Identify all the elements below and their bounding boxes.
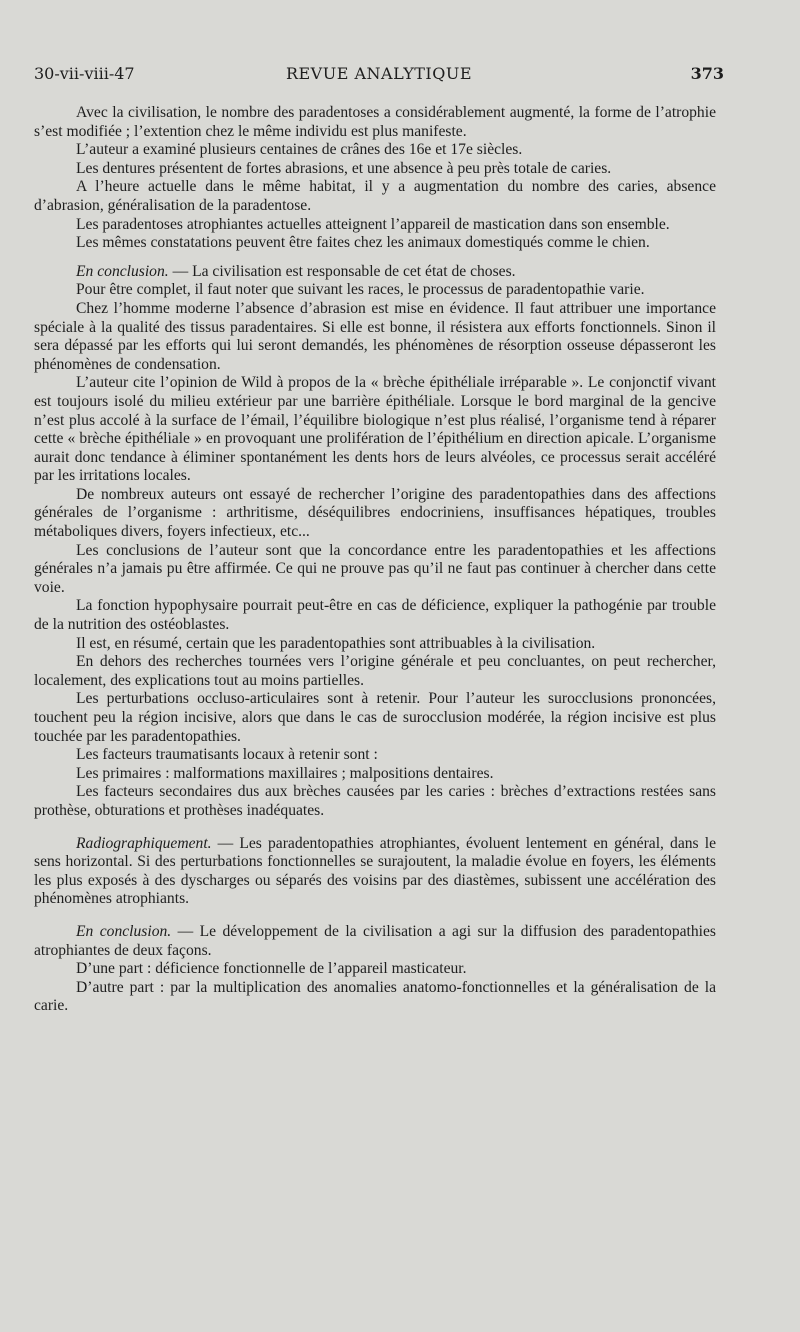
running-header — [34, 64, 724, 88]
section-lead: En conclusion. — [76, 922, 172, 940]
paragraph-final-conclusion: En conclusion. — Le développement de la civilisation a agi sur la diffusion des paradentopathies atrophiantes de deux façons. — [34, 922, 716, 959]
paragraph: L’auteur a examiné plusieurs centaines de crânes des 16e et 17e siècles. — [76, 141, 523, 159]
paragraph: Les facteurs secondaires dus aux brèches causées par les caries : brèches d’extractions restées sans prothèse, obturations et prothèses inadéquates. — [34, 783, 716, 819]
paragraph: Les dentures présentent de fortes abrasions, et une absence à peu près totale de caries. — [76, 159, 612, 177]
paragraph: Les conclusions de l’auteur sont que la concordance entre les paradentopathies et les affections générales n’a jamais pu être affirmée. Ce qui ne prouve pas qu’il ne faut pas continuer à chercher dans cette voie. — [34, 541, 716, 596]
paragraph: Les perturbations occluso-articulaires sont à retenir. Pour l’auteur les surocclusions prononcées, touchent peu la région incisive, alors que dans le cas de surocclusion modérée, la région incisive est plus touchée par les paradentopathies. — [34, 690, 716, 745]
paragraph: Les paradentoses atrophiantes actuelles atteignent l’appareil de mastication dans son ensemble. — [76, 215, 670, 233]
paragraph: Avec la civilisation, le nombre des paradentoses a considérablement augmenté, la forme de l’atrophie s’est modifiée ; l’extention chez le même individu est plus manifeste. — [34, 104, 716, 140]
paragraph: Les mêmes constatations peuvent être faites chez les animaux domestiqués comme le chien. — [76, 234, 650, 252]
header-journal-title: REVUE ANALYTIQUE — [285, 64, 473, 83]
paragraph: Les facteurs traumatisants locaux à retenir sont : — [76, 746, 378, 764]
paragraph: D’une part : déficience fonctionnelle de l’appareil masticateur. — [76, 960, 467, 978]
section-lead: En conclusion. — [76, 262, 169, 280]
paragraph: A l’heure actuelle dans le même habitat, il y a augmentation du nombre des caries, absence d’abrasion, généralisation de la paradentose. — [34, 178, 716, 214]
paragraph: Il est, en résumé, certain que les paradentopathies sont attribuables à la civilisation. — [76, 634, 596, 652]
paragraph: Pour être complet, il faut noter que suivant les races, le processus de paradentopathie varie. — [76, 281, 645, 299]
paragraph: De nombreux auteurs ont essayé de rechercher l’origine des paradentopathies dans des affections générales de l’organisme : arthritisme, déséquilibres endocriniens, insuffisances hépatiques, troubles métaboliques divers, foyers infectieux, etc... — [34, 485, 716, 541]
header-page-number: 373 — [690, 64, 724, 83]
paragraph: D’autre part : par la multiplication des anomalies anatomo-fonctionnelles et la généralisation de la carie. — [34, 978, 716, 1015]
paragraph: En dehors des recherches tournées vers l’origine générale et peu concluantes, on peut rechercher, localement, des explications tout au moins partielles. — [34, 653, 716, 689]
paragraph: Les primaires : malformations maxillaires ; malpositions dentaires. — [76, 764, 494, 782]
article-body — [34, 104, 716, 1016]
paragraph-radiography: Radiographiquement. — Les paradentopathies atrophiantes, évoluent lentement en général, dans le sens horizontal. Si des perturbations fonctionnelles se surajoutent, la maladie évolue en foyers, les éléments les plus exposés à des dyscharges ou séparés des voisins par des diastèmes, subissent une accélération des phénomènes atrophiants. — [34, 834, 716, 908]
section-lead: Radiographiquement. — [76, 834, 212, 852]
paragraph-conclusion: En conclusion. — La civilisation est responsable de cet état de choses. — [76, 262, 516, 280]
paragraph: L’auteur cite l’opinion de Wild à propos de la « brèche épithéliale irréparable ». Le conjonctif vivant est toujours isolé du milieu extérieur par une barrière épithéliale. Lorsque le bord marginal de la gencive n’est plus accolé à la surface de l’émail, l’équilibre biologique n’est plus réalisé, l’organisme tend à réparer cette « brèche épithéliale » en provoquant une prolifération de l’épithélium en direction apicale. L’organisme aurait donc tendance à éliminer spontanément les dents hors de leurs alvéoles, ce processus serait accéléré par les irritations locales. — [34, 374, 716, 485]
header-date: 30-vii-viii-47 — [34, 64, 135, 83]
paragraph: La fonction hypophysaire pourrait peut-être en cas de déficience, expliquer la pathogénie par trouble de la nutrition des ostéoblastes. — [34, 597, 716, 634]
paragraph: Chez l’homme moderne l’absence d’abrasion est mise en évidence. Il faut attribuer une importance spéciale à la qualité des tissus paradentaires. Si elle est bonne, il résistera aux efforts fonctionnels. Sinon il sera dépassé par les efforts qui lui seront demandés, les phénomènes de résorption osseuse dépasseront les phénomènes de condensation. — [34, 299, 716, 373]
